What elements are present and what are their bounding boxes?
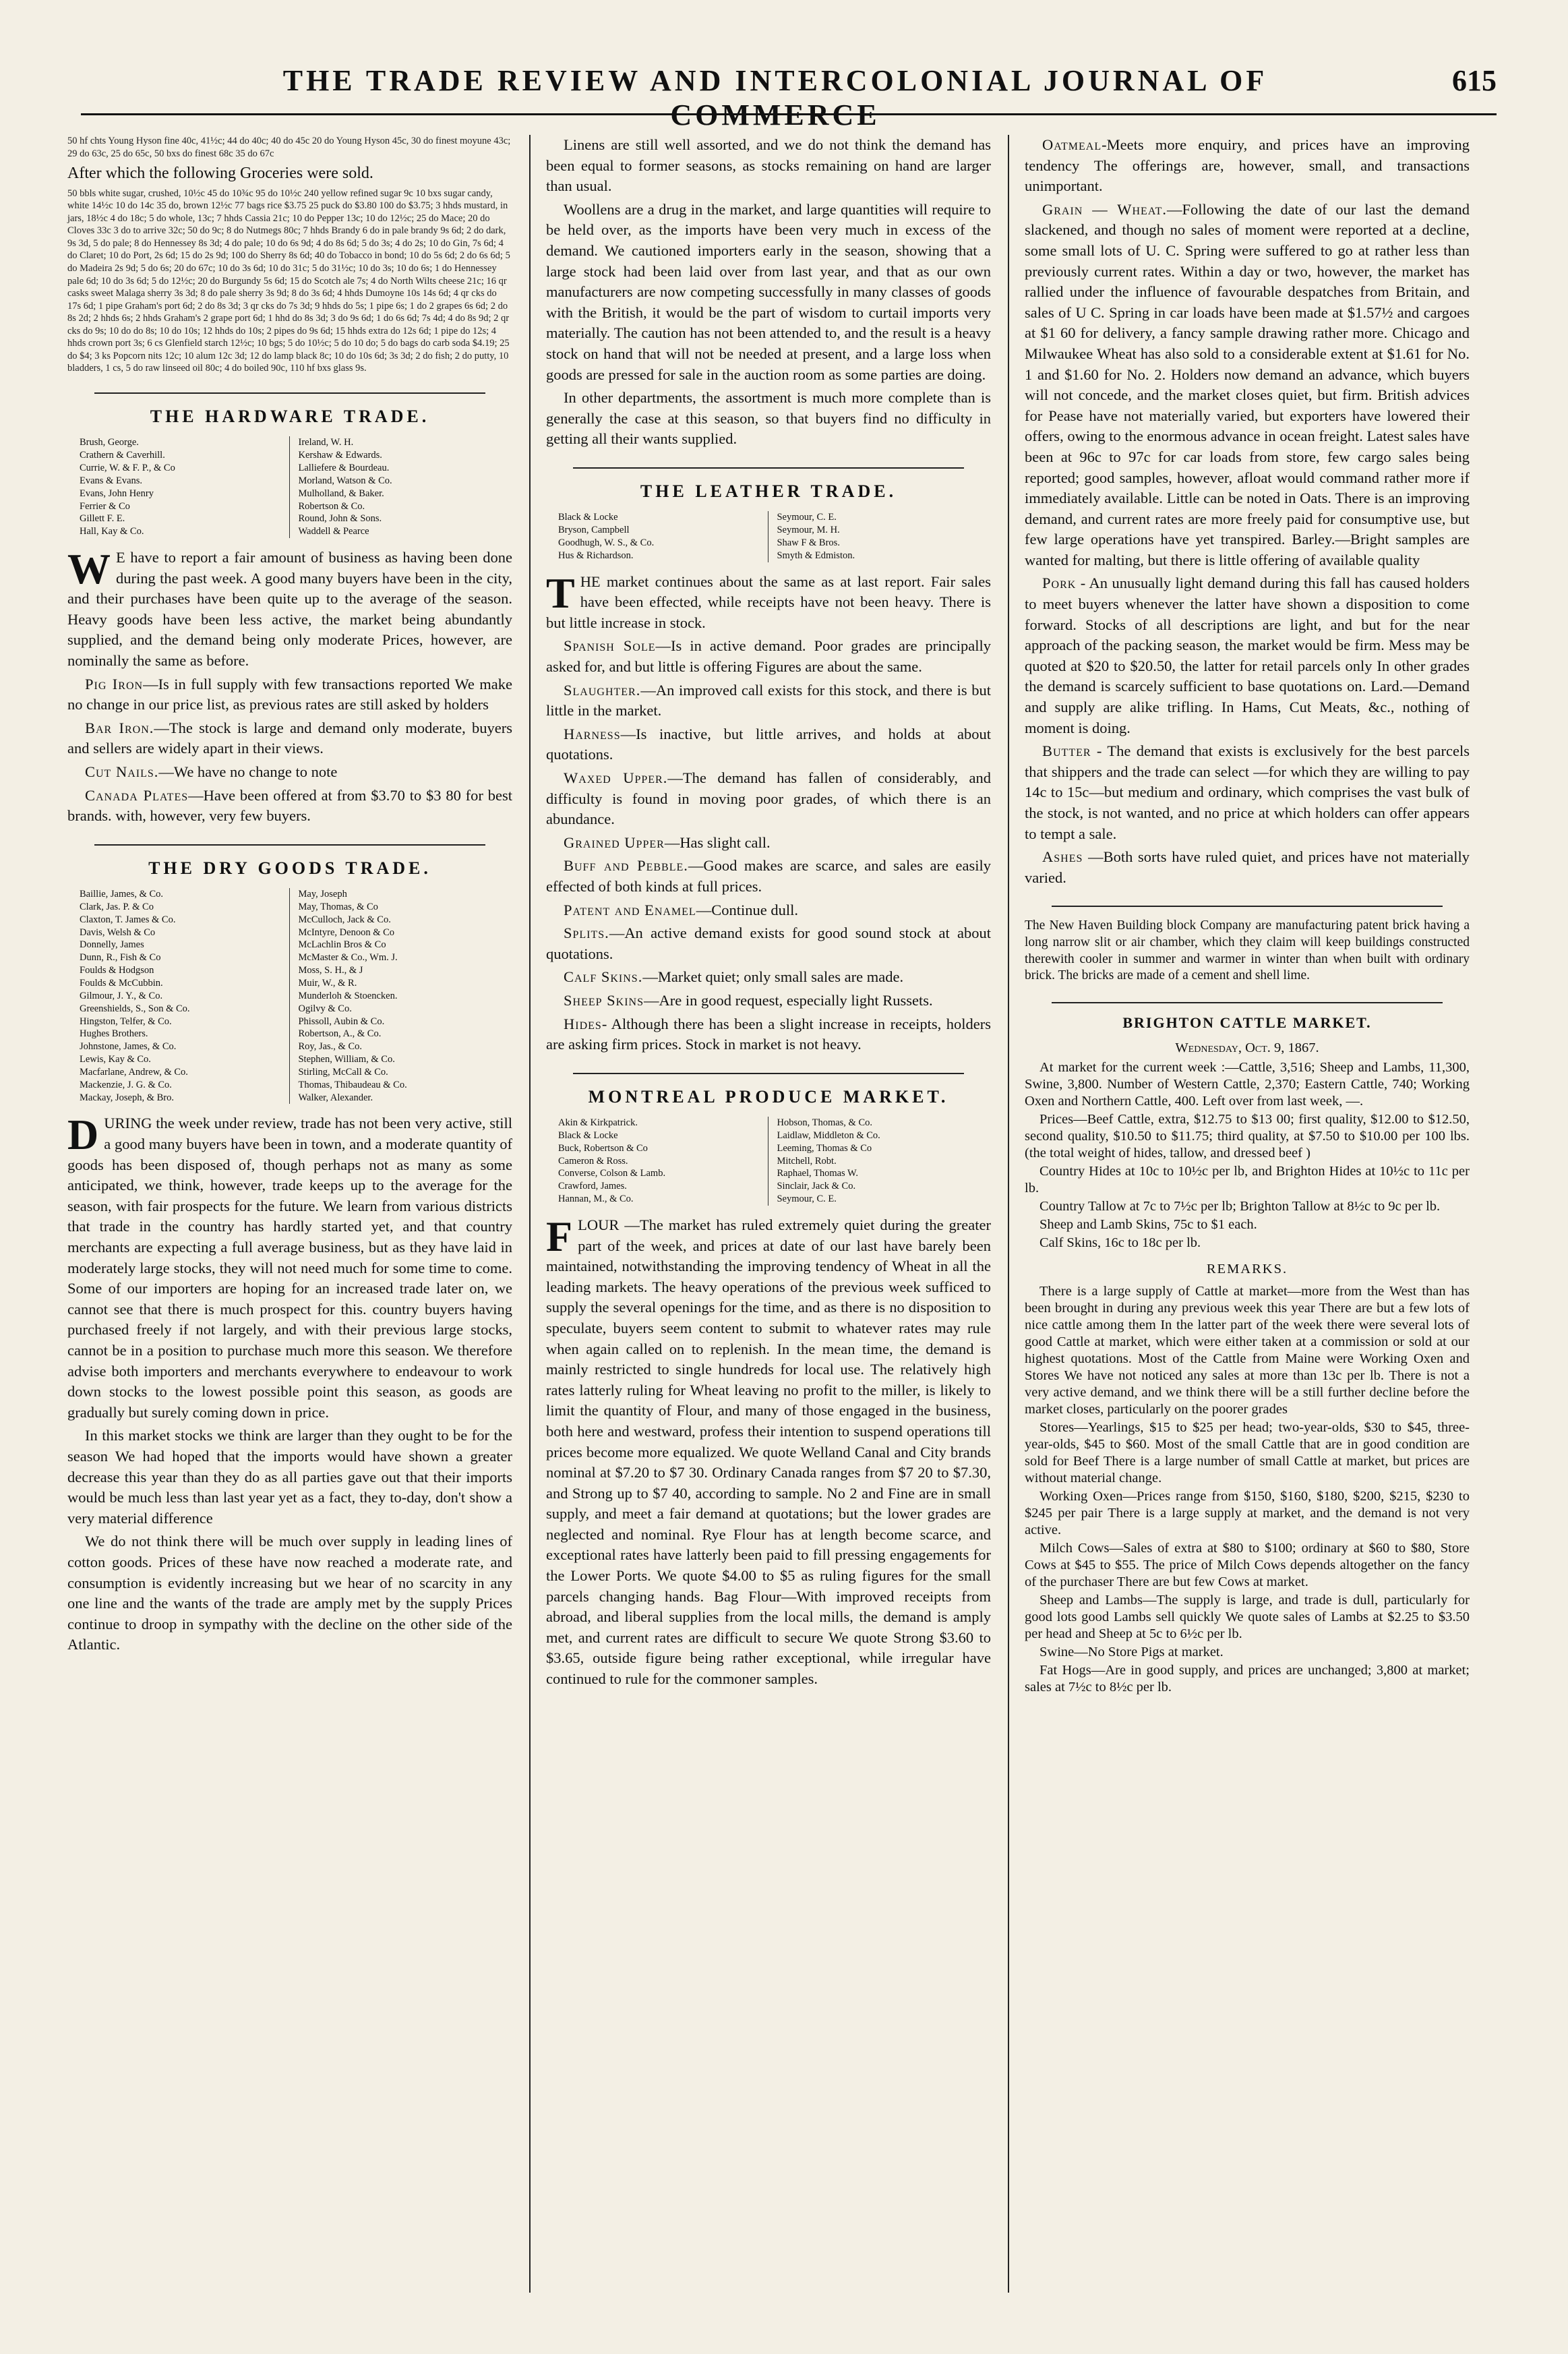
grocery-items [67,187,512,375]
produce-firms-right [768,1117,979,1206]
firm: Brush, George. [80,437,139,448]
cattle-para: Country Hides at 10c to 10½c per lb, and Brighton Hides at 10½c to 11c per lb. [1025,1164,1470,1196]
item-text: —The demand has fallen of considerably, and difficulty is found in moving poor grades, of which there is an abundance. [546,769,991,828]
cattle-date: Wednesday, Oct. 9, 1867. [1175,1040,1319,1056]
firm: Ogilvy & Co. [298,1003,352,1014]
column-3 [1025,135,1470,1697]
drygoods-para: In this market stocks we think are larger than they ought to be for the season We had hoped that the imports would have shown a greater decrease this year than they do as all parties gave out that their imports would be much less than last year yet as a fact, they to-day, don't show a very material difference [67,1427,512,1527]
firm: McIntyre, Denoon & Co [298,926,395,938]
masthead-title: THE TRADE REVIEW AND INTERCOLONIAL JOURNAL OF COMMERCE [282,64,1268,131]
item-lead: Grained Upper [564,833,665,851]
produce-firms [558,1117,979,1206]
section-divider [94,392,485,394]
canada-plates-lead: Canada Plates [85,786,189,804]
firm: Bryson, Campbell [558,525,630,536]
section-divider [1052,906,1443,907]
section-divider [573,467,964,469]
leather-intro [546,568,991,634]
item-lead: Spanish Sole [564,637,656,655]
pig-iron-para [67,674,512,715]
cut-nails-lead: Cut Nails. [85,763,159,780]
cut-nails-text: —We have no change to note [158,763,338,780]
item-lead: Splits. [564,924,609,942]
leather-item [546,923,991,964]
item-lead: Buff and Pebble. [564,857,688,875]
firm: Johnstone, James, & Co. [80,1041,177,1053]
firm: Roy, Jas., & Co. [298,1041,363,1053]
item-text: -Meets more enquiry, and prices have an improving tendency The offerings are, however, small, and transactions unimportant. [1025,136,1470,195]
firm: May, Thomas, & Co [298,901,378,912]
firm: Phissoll, Aubin & Co. [298,1016,385,1027]
item-text: —Following the date of our last the demand slackened, and though no sales of moment were reported at a decline, some small lots of U. C. Spring were suffered to go at rather less than previously current rates. Within a day or two, however, the market has rallied under the influence of favourable despatches from Britain, and sales of U C. Spring in car loads have been made at $1.57½ and cargoes at $1 60 for delivery, a fancy sample drawing rather more. Chicago and Milwaukee Wheat has also sold to a considerable extent at $1.61 for No. 1 and $1.60 for No. 2. Holders now demand an advance, which buyers will not concede, and the market closes quiet, but firm. British advices for Pease have not materially varied, but exporters have lowered their offers, owing to the enormous advance in ocean freight. Latest sales have been at 96c to 97c for car loads from store, few cargo sales being reported; good samples, however, afloat would command rather more if immediately available. Little can be noted in Oats. There is an improving demand, and current rates are more freely paid for consumptive use, but few large operations have yet transpired. Barley.—Bright samples are wanted for malting, but there is little offering of available quality [1025,200,1470,568]
firm: Hannan, M., & Co. [558,1194,634,1205]
firm: Hall, Kay & Co. [80,526,144,537]
column-rule [1008,135,1009,2293]
firm: Black & Locke [558,512,618,523]
dropcap: F [546,1212,573,1260]
item-text: —Is inactive, but little arrives, and holds at about quotations. [546,725,991,763]
dropcap: W [67,545,111,593]
firm: Munderloh & Stoencken. [298,990,398,1001]
firm: Lewis, Kay & Co. [80,1054,151,1065]
firm: Claxton, T. James & Co. [80,914,176,925]
market-item [1025,135,1470,197]
item-text: —Are in good request, especially light Russets. [644,991,933,1009]
remarks-para: Sheep and Lambs—The supply is large, and trade is dull, particularly for good lots good Lambs sell quickly We quote sales of Lambs at $2.25 to $3.50 per head and Sheep at 5c to 6½c per lb. [1025,1593,1470,1642]
firm: Macfarlane, Andrew, & Co. [80,1066,188,1078]
firm: Hingston, Telfer, & Co. [80,1016,172,1027]
item-lead: Sheep Skins [564,991,644,1009]
firm: Hus & Richardson. [558,550,634,561]
grocery-sale-list [67,135,512,160]
firm: Muir, W., & R. [298,978,357,989]
firm: Moss, S. H., & J [298,965,363,976]
flour-text: LOUR —The market has ruled extremely quiet during the greater part of the week, and prices at date of our last have barely been maintained, notwithstanding the improving tendency of Wheat in all the leading markets. The heavy operations of the previous week sufficed to supply the several openings for the time, and as there is no disposition to speculate, buyers seem content to submit to whatever rates may rule when again called on to replenish. In the mean time, the demand is mainly restricted to single hundreds for local use. The relatively high rates latterly ruling for Wheat leaving no profit to the miller, is likely to limit the quantity of Flour, and many of those engaged in the business, both here and westward, profess their intention to suspend operations till prices become more equalized. We quote Welland Canal and City brands nominal at $7.20 to $7 30. Ordinary Canada ranges from $7 20 to $7.30, and Strong up to $7 40, according to sample. No 2 and Fine are in small supply, and meet a fair demand at quotations; but the lower grades are neglected and nominal. Rye Flour has at length become scarce, and exceptional rates have latterly been paid to fill pressing engagements for the Lower Ports. We quote $4.00 to $5 as ruling figures for the small parcels changing hands. Bag Flour—With improved receipts from abroad, and liberal supplies from the local mills, the demand is amply met, and current rates are difficult to secure We quote Strong $3.60 to $3.65, outside figure being rather exceptional, while irregular have continued to rule for the commoner samples. [546,1216,991,1688]
column-rule [529,135,531,2293]
item-lead: Waxed Upper. [564,769,668,786]
cattle-para: Sheep and Lamb Skins, 75c to $1 each. [1039,1217,1257,1233]
leather-firms [558,511,979,562]
item-lead: Oatmeal [1042,136,1102,153]
firm: Seymour, C. E. [777,1194,837,1205]
firm: Goodhugh, W. S., & Co. [558,537,655,548]
grocery-title: After which the following Groceries were sold. [67,165,373,183]
item-text: —Market quiet; only small sales are made. [642,968,904,986]
masthead-rule [81,113,1497,115]
dropcap: T [546,568,575,617]
firm: Seymour, M. H. [777,525,840,536]
firm: Seymour, C. E. [777,512,837,523]
firm: Hughes Brothers. [80,1028,148,1040]
item-text: —An active demand exists for good sound stock at about quotations. [546,924,991,962]
firm: Donnelly, James [80,939,144,951]
item-lead: Harness [564,725,621,742]
item-text: —Is in active demand. Poor grades are principally asked for, and but little is offering Figures are about the same. [546,637,991,676]
remarks-heading: REMARKS. [1206,1262,1288,1277]
bar-iron-lead: Bar Iron. [85,719,154,736]
leather-firms-right [768,511,979,562]
cut-nails-para [67,762,512,783]
column-1 [67,135,512,1658]
firm: Walker, Alexander. [298,1092,373,1103]
remarks-para: Stores—Yearlings, $15 to $25 per head; two-year-olds, $30 to $45, three-year-olds, $45 to $60. Most of the small Cattle that are in good condition are sold for Beef There is a large number of small Cattle at market, but prices are without material change. [1025,1420,1470,1486]
departments-para: In other departments, the assortment is much more complete than is generally the case at this season, so that buyers find no difficulty in getting all their wants supplied. [546,389,991,448]
drygoods-intro-text: URING the week under review, trade has not been very active, still a good many buyers have been in town, and a moderate quantity of goods has been disposed of, though perhaps not as many as some anticipated, we think, however, trade keeps up to the average for the season, with fair prospects for the future. We learn from various districts that trade in the country has hardly started yet, and that country merchants are expecting a full average business, but as they have laid in moderately large stocks, they will not need much for some time to come. Some of our importers are hoping for an increased trade later on, we cannot see that there is much prospect for this. country buyers having purchased freely if not largely, and with their previous large stocks, cannot be in a position to purchase much more this season. We therefore advise both importers and merchants everywhere to endeavour to work down stocks to the lowest possible point this season, as goods are gradually but surely coming down in price. [67,1115,512,1421]
cattle-para: At market for the current week :—Cattle, 3,516; Sheep and Lambs, 11,300, Swine, 3,800. Number of Western Cattle, 2,370; Eastern Cattle, 740; Working Oxen and Northern Cattle, 400. Left over from last week, —. [1025,1060,1470,1109]
leather-item [546,636,991,677]
column-2 [546,135,991,1693]
firm: Waddell & Pearce [298,526,369,537]
linens-para: Linens are still well assorted, and we do not think the demand has been equal to former seasons, as stocks remaining on hand are larger than usual. [546,136,991,195]
market-item [1025,573,1470,738]
leather-item [546,900,991,921]
item-lead: Grain — Wheat. [1042,200,1168,218]
firm: Evans, John Henry [80,488,154,499]
firm: McCulloch, Jack & Co. [298,914,391,925]
firm: Clark, Jas. P. & Co [80,901,154,912]
firm: Robertson & Co. [298,500,365,512]
flour-para [546,1212,991,1690]
woollens-para: Woollens are a drug in the market, and large quantities will require to be held over, as the imports have been very much in excess of the demand. We cautioned importers early in the season, showing that a large stock had been laid over from last year, and that as our own manufacturers are now competing successfully in many classes of goods with the British, it would be the part of wisdom to curtail imports very materially. The caution has not been attended to, and the result is a heavy stock on hand that will not be needed at present, and a large loss when goods are pressed for sale in the auction room as some parties are doing. [546,200,991,383]
section-divider [1052,1002,1443,1003]
item-lead: Pork [1042,575,1077,592]
leather-item [546,1014,991,1055]
item-text: - Although there has been a slight increase in receipts, holders are asking firm prices. Stock in market is not heavy. [546,1015,991,1053]
leather-heading: THE LEATHER TRADE. [640,481,897,501]
item-text: —Both sorts have ruled quiet, and prices have not materially varied. [1025,848,1470,886]
firm: Smyth & Edmiston. [777,550,855,561]
firm: Mitchell, Robt. [777,1155,837,1167]
firm: Foulds & Hodgson [80,965,154,976]
drygoods-firms [80,888,500,1104]
bar-iron-text: —The stock is large and demand only moderate, buyers and sellers are widely apart in their views. [67,719,512,757]
firm: Mulholland, & Baker. [298,488,384,499]
pig-iron-text: —Is in full supply with few transactions reported We make no change in our price list, as previous rates are still asked by holders [67,675,512,713]
leather-firms-left [558,511,760,562]
firm: Foulds & McCubbin. [80,978,163,989]
firm: Morland, Watson & Co. [298,475,392,486]
item-text: —Good makes are scarce, and sales are easily effected of both kinds at full prices. [546,857,992,895]
firm: Lalliefere & Bourdeau. [298,462,390,473]
cattle-para: Country Tallow at 7c to 7½c per lb; Brighton Tallow at 8½c to 9c per lb. [1039,1199,1441,1214]
item-text: —Has slight call. [664,833,771,851]
leather-item [546,768,991,830]
hardware-heading: THE HARDWARE TRADE. [150,406,430,426]
leather-item [546,856,991,897]
firm: Leeming, Thomas & Co [777,1142,872,1154]
firm: Converse, Colson & Lamb. [558,1168,666,1179]
brick-note: The New Haven Building block Company are manufacturing patent brick having a long narrow slit or air chamber, which they claim will keep buildings constructed therewith cooler in summer and warmer in winter than when built with ordinary brick. The bricks are made of a cement and shell lime. [1025,918,1470,983]
drygoods-para: We do not think there will be much over supply in leading lines of cotton goods. Prices of these have now reached a moderate rate, and consumption is evidently increasing but we hear of no scarcity in any one line and the wants of the trade are amply met by the supply Prices continue to droop in sympathy with the decline on the other side of the Atlantic. [67,1533,512,1653]
item-lead: Calf Skins. [564,968,643,986]
cattle-heading: BRIGHTON CATTLE MARKET. [1122,1013,1372,1031]
section-divider [573,1073,964,1074]
firm: McMaster & Co., Wm. J. [298,952,398,964]
bar-iron-para [67,718,512,759]
item-lead: Hides [564,1015,602,1032]
firm: Mackenzie, J. G. & Co. [80,1079,172,1090]
item-text: —Continue dull. [696,901,798,918]
produce-firms-left [558,1117,760,1206]
firm: Stirling, McCall & Co. [298,1066,388,1078]
firm: Raphael, Thomas W. [777,1168,859,1179]
hardware-intro [67,545,512,672]
market-item [1025,200,1470,571]
item-lead: Patent and Enamel [564,901,696,918]
remarks-para: Working Oxen—Prices range from $150, $160, $180, $200, $215, $230 to $245 per pair There is a large supply at market, and the demand is not very active. [1025,1489,1470,1538]
firm: Kershaw & Edwards. [298,450,382,461]
leather-item [546,724,991,765]
remarks-para: There is a large supply of Cattle at market—more from the West than has been brought in during any previous week this year There are but a few lots of nice cattle among them In the latter part of the week there were several lots of good Cattle at market, which were either taken at a commission or sold at our highest quotations. Most of the Cattle from Maine were Working Oxen and Stores We have not noticed any sales at more than 13c per lb. There is not a very active demand, and we think there will be a still further decline before the market closes, particularly on the poorer grades [1025,1284,1470,1417]
drygoods-heading: THE DRY GOODS TRADE. [148,858,431,878]
drygoods-firms-left [80,888,282,1104]
page-number: 615 [1452,64,1497,97]
market-item [1025,847,1470,888]
firm: Laidlaw, Middleton & Co. [777,1129,880,1141]
firm: Baillie, James, & Co. [80,889,164,900]
canada-plates-para [67,786,512,827]
firm: Thomas, Thibaudeau & Co. [298,1079,407,1090]
firm: Ireland, W. H. [298,437,354,448]
grocery-items-text: 50 bbls white sugar, crushed, 10½c 45 do 10¾c 95 do 10½c 240 yellow refined sugar 9c 10 bxs sugar candy, white 14½c 10 do 14c 35 do, brown 12½c 77 bags rice $3.75 25 puck do $3.80 100 do $3.75; 3 hhds mustard, in jars, 18½c 4 do 18c; 5 do whole, 13c; 7 hhds Cassia 21c; 10 do Pepper 13c; 10 do 12½c; 25 do Mace; 20 do Cloves 33c 3 do to arrive 32c; 50 do 9c; 8 do Nutmegs 80c; 7 hhds Brandy 6 do in pale brandy 9s 6d; 2 do dark, 9s 3d, 5 do pale; 8 do Hennessey 8s 3d; 4 do pale; 10 do 6s 9d; 4 do 8s 6d; 5 do 3s; 4 do 2s; 10 do Gin, 7s 6d; 4 do Claret; 10 do Port, 2s 6d; 15 do 2s 9d; 100 do Sherry 8s 6d; 40 do Tobacco in bond; 10 do 5s 6d; 2 do 6s 6d; 5 do Madeira 2s 9d; 5 do 6s; 20 do 67c; 10 do 3s 6d; 10 do 31c; 5 do 31½c; 10 do 3s; 10 do 6s; 1 do Hennessey pale 6d; 10 do 3s 6d; 5 do 12½c; 20 do Burgundy 5s 6d; 15 do Scotch ale 7s; 4 do North Wilts cheese 21c; 16 qr casks sweet Malaga sherry 3s 3d; 8 do pale sherry 3s 9d; 8 do 3s 6d; 4 hhds Dumoyne 10s 14s 6d; 4 qr cks do 17s 6d; 1 pipe Graham's port 6d; 2 do 8s 3d; 3 qr cks do 7s 3d; 9 hhds do 5s; 1 pipe 6s; 1 do 2 grapes 6s 6d; 2 do 8s 2d; 2 hhds 6s; 2 hhds Graham's 2 grape port 6d; 1 hhd do 8s 3d; 3 do 9s 6d; 1 do 6s 6d; 7s 4d; 4 do 8s 9d; 2 qr cks do 9s; 10 do do 8s; 10 do 10s; 12 hhds do 10s; 2 pipes do 9s 6d; 15 hhds extra do 12s 6d; 1 pipe do 12s; 4 hhds crown port 3s; 6 cs Glenfield starch 12½c; 10 bgs; 5 do 10½c; 5 do 10 do; 5 do bags do carb soda $4.19; 25 do $4; 3 ks Popcorn nits 12c; 10 alum 12c 3d; 12 do lamp black 8c; 10 do 10s 6d; 3s 3d; 2 do fish; 2 do putty, 10 bladders, 1 cs, 5 do raw linseed oil 80c; 4 do boiled 90c, 110 hf bxs glass 9s. [67,187,510,374]
firm: Hobson, Thomas, & Co. [777,1117,873,1129]
item-lead: Slaughter. [564,681,641,699]
firm: May, Joseph [298,889,347,900]
remarks-para: Milch Cows—Sales of extra at $80 to $100; ordinary at $60 to $80, Store Cows at $45 to $55. The price of Milch Cows depends altogether on the fancy of the purchaser There are but few Cows at market. [1025,1541,1470,1590]
masthead [81,54,1497,131]
drygoods-firms-right [289,888,500,1104]
firm: Davis, Welsh & Co [80,926,156,938]
firm: Gillett F. E. [80,513,125,525]
firm: Ferrier & Co [80,500,130,512]
leather-intro-text: HE market continues about the same as at last report. Fair sales have been effected, while receipts have not been heavy. There is but little increase in stock. [546,572,991,631]
hardware-firms [80,436,500,538]
firm: Currie, W. & F. P., & Co [80,462,175,473]
firm: Mackay, Joseph, & Bro. [80,1092,175,1103]
cattle-market [1025,1014,1470,1697]
item-lead: Butter [1042,742,1091,760]
firm: Black & Locke [558,1129,618,1141]
produce-heading: MONTREAL PRODUCE MARKET. [588,1086,949,1107]
firm: Evans & Evans. [80,475,143,486]
leather-item [546,967,991,988]
dropcap: D [67,1111,99,1159]
remarks-para: Fat Hogs—Are in good supply, and prices are unchanged; 3,800 at market; sales at 7½c to 8½c per lb. [1025,1663,1470,1695]
firm: Crawford, James. [558,1181,627,1192]
firm: Gilmour, J. Y., & Co. [80,990,163,1001]
market-item [1025,741,1470,844]
leather-item [546,833,991,854]
firm: Greenshields, S., Son & Co. [80,1003,190,1014]
leather-item [546,680,991,722]
item-text: —An improved call exists for this stock, and there is but little in the market. [546,681,991,719]
firm: Shaw F & Bros. [777,537,840,548]
cattle-para: Calf Skins, 16c to 18c per lb. [1039,1235,1201,1251]
item-text: - An unusually light demand during this fall has caused holders to meet buyers whenever the latter have shown a disposition to come forward. Stocks of all descriptions are light, and but for the near approach of the packing season, the market would be firm. Mess may be quoted at $20 to $20.50, the latter for retail parcels only In other grades the demand is scarcely sufficient to base quotations on. Lard.—Demand and supply are alike trifling. In Hams, Cut Meats, &c., nothing of moment is doing. [1025,575,1470,736]
leather-item [546,991,991,1011]
item-text: - The demand that exists is exclusively for the best parcels that shippers and the trade can select —for which they are willing to pay 14c to 15c—but medium and ordinary, which comprises the vast bulk of the stock, is not wanted, and no price at which holders can offer appears to tempt a sale. [1025,742,1470,842]
grocery-lead: 50 hf chts Young Hyson fine 40c, 41½c; 44 do 40c; 40 do 45c 20 do Young Hyson 45c, 30 do finest moyune 43c; 29 do 63c, 25 do 65c, 50 bxs do finest 68c 35 do 67c [67,136,511,159]
canada-plates-text: —Have been offered at from $3.70 to $3 80 for best brands. with, however, very few buyers. [67,786,512,825]
remarks-para: Swine—No Store Pigs at market. [1039,1645,1224,1660]
hardware-firms-right [289,436,500,538]
cattle-para: Prices—Beef Cattle, extra, $12.75 to $13 00; first quality, $12.00 to $12.50, second quality, $10.50 to $11.75; third quality, at $7.50 to $10.00 per 100 lbs. (the total weight of hides, tallow, and dressed beef ) [1025,1112,1470,1161]
drygoods-intro [67,1113,512,1423]
firm: Robertson, A., & Co. [298,1028,382,1040]
firm: Dunn, R., Fish & Co [80,952,161,964]
hardware-firms-left [80,436,282,538]
firm: Crathern & Caverhill. [80,450,165,461]
firm: Buck, Robertson & Co [558,1142,648,1154]
section-divider [94,844,485,846]
firm: Round, John & Sons. [298,513,382,525]
item-lead: Ashes [1042,848,1083,866]
firm: Sinclair, Jack & Co. [777,1181,856,1192]
firm: McLachlin Bros & Co [298,939,386,951]
hardware-intro-text: E have to report a fair amount of business as having been done during the past week. A good many buyers have been in the city, and their purchases have been quite up to the average of the season. Heavy goods have been less active, the market being abundantly supplied, and the demand being only moderate Prices, however, are nominally the same as before. [67,549,512,669]
firm: Cameron & Ross. [558,1155,628,1167]
pig-iron-lead: Pig Iron [85,675,144,693]
firm: Akin & Kirkpatrick. [558,1117,638,1129]
firm: Stephen, William, & Co. [298,1054,395,1065]
